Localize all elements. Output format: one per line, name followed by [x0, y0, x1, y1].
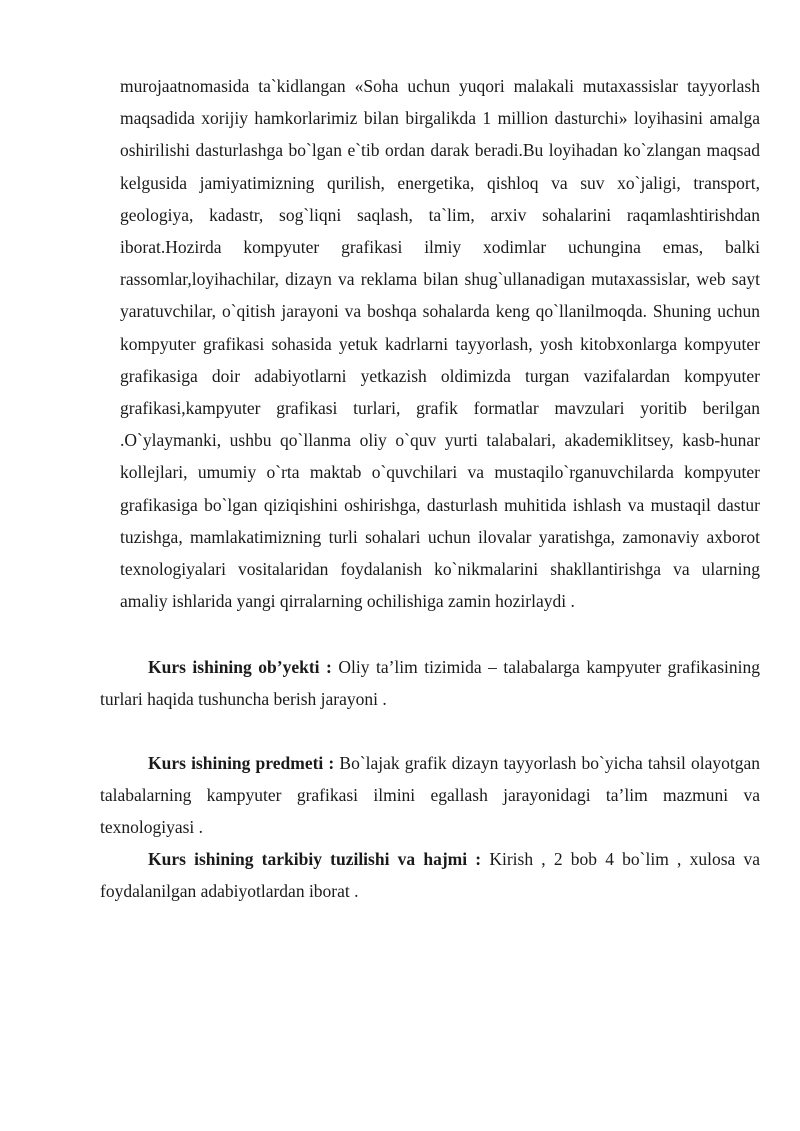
course-structure-text: Kirish , 2 bob 4 bo`lim , xulosa va foydalanilgan adabiyotlardan iborat . — [100, 849, 760, 901]
course-subject-term: Kurs ishining predmeti : — [148, 753, 335, 773]
course-structure-term: Kurs ishining tarkibiy tuzilishi va hajmi : — [148, 849, 482, 869]
course-structure-paragraph — [100, 843, 760, 907]
course-subject-text: Bo`lajak grafik dizayn tayyorlash bo`yicha tahsil olayotgan talabalarning kampyuter grafikasi ilmini egallash jarayonidagi ta’lim mazmuni va texnologiyasi . — [100, 753, 760, 837]
body-paragraph: murojaatnomasida ta`kidlangan «Soha uchun yuqori malakali mutaxassislar tayyorlash maqsadida xorijiy hamkorlarimiz bilan birgalikda 1 million dasturchi» loyihasini amalga oshirilishi dasturlashga bo`lgan e`tib ordan darak beradi.Bu loyihadan ko`zlangan maqsad kelgusida jamiyatimizning qurilish, energetika, qishloq va suv xo`jaligi, transport, geologiya, kadastr, sog`liqni saqlash, ta`lim, arxiv sohalarini raqamlashtirishdan iborat.Hozirda kompyuter grafikasi ilmiy xodimlar uchungina emas, balki rassomlar,loyihachilar, dizayn va reklama bilan shug`ullanadigan mutaxassislar, web sayt yaratuvchilar, o`qitish jarayoni va boshqa sohalarda keng qo`llanilmoqda. Shuning uchun kompyuter grafikasi sohasida yetuk kadrlarni tayyorlash, yosh kitobxonlarga kompyuter grafikasiga doir adabiyotlarni yetkazish oldimizda turgan vazifalardan kompyuter grafikasi,kampyuter grafikasi turlari, grafik formatlar mavzulari yoritib berilgan .O`ylaymanki, ushbu qo`llanma oliy o`quv yurti talabalari, akademiklitsey, kasb-hunar kollejlari, umumiy o`rta maktab o`quvchilari va mustaqilo`rganuvchilarda kompyuter grafikasiga bo`lgan qiziqishini oshirishga, dasturlash muhitida ishlash va mustaqil dastur tuzishga, mamlakatimizning turli sohalari uchun ilovalar yaratishga, zamonaviy axborot texnologiyalari vositalaridan foydalanish ko`nikmalarini shakllantirishga va ularning amaliy ishlarida yangi qirralarning ochilishiga zamin hozirlaydi . — [120, 76, 760, 612]
course-object-paragraph — [100, 651, 760, 715]
course-subject-paragraph — [100, 747, 760, 843]
course-object-term: Kurs ishining ob’yekti : — [148, 657, 332, 677]
course-object-text: Oliy ta’lim tizimida – talabalarga kampyuter grafikasining turlari haqida tushuncha berish jarayoni . — [100, 657, 760, 709]
